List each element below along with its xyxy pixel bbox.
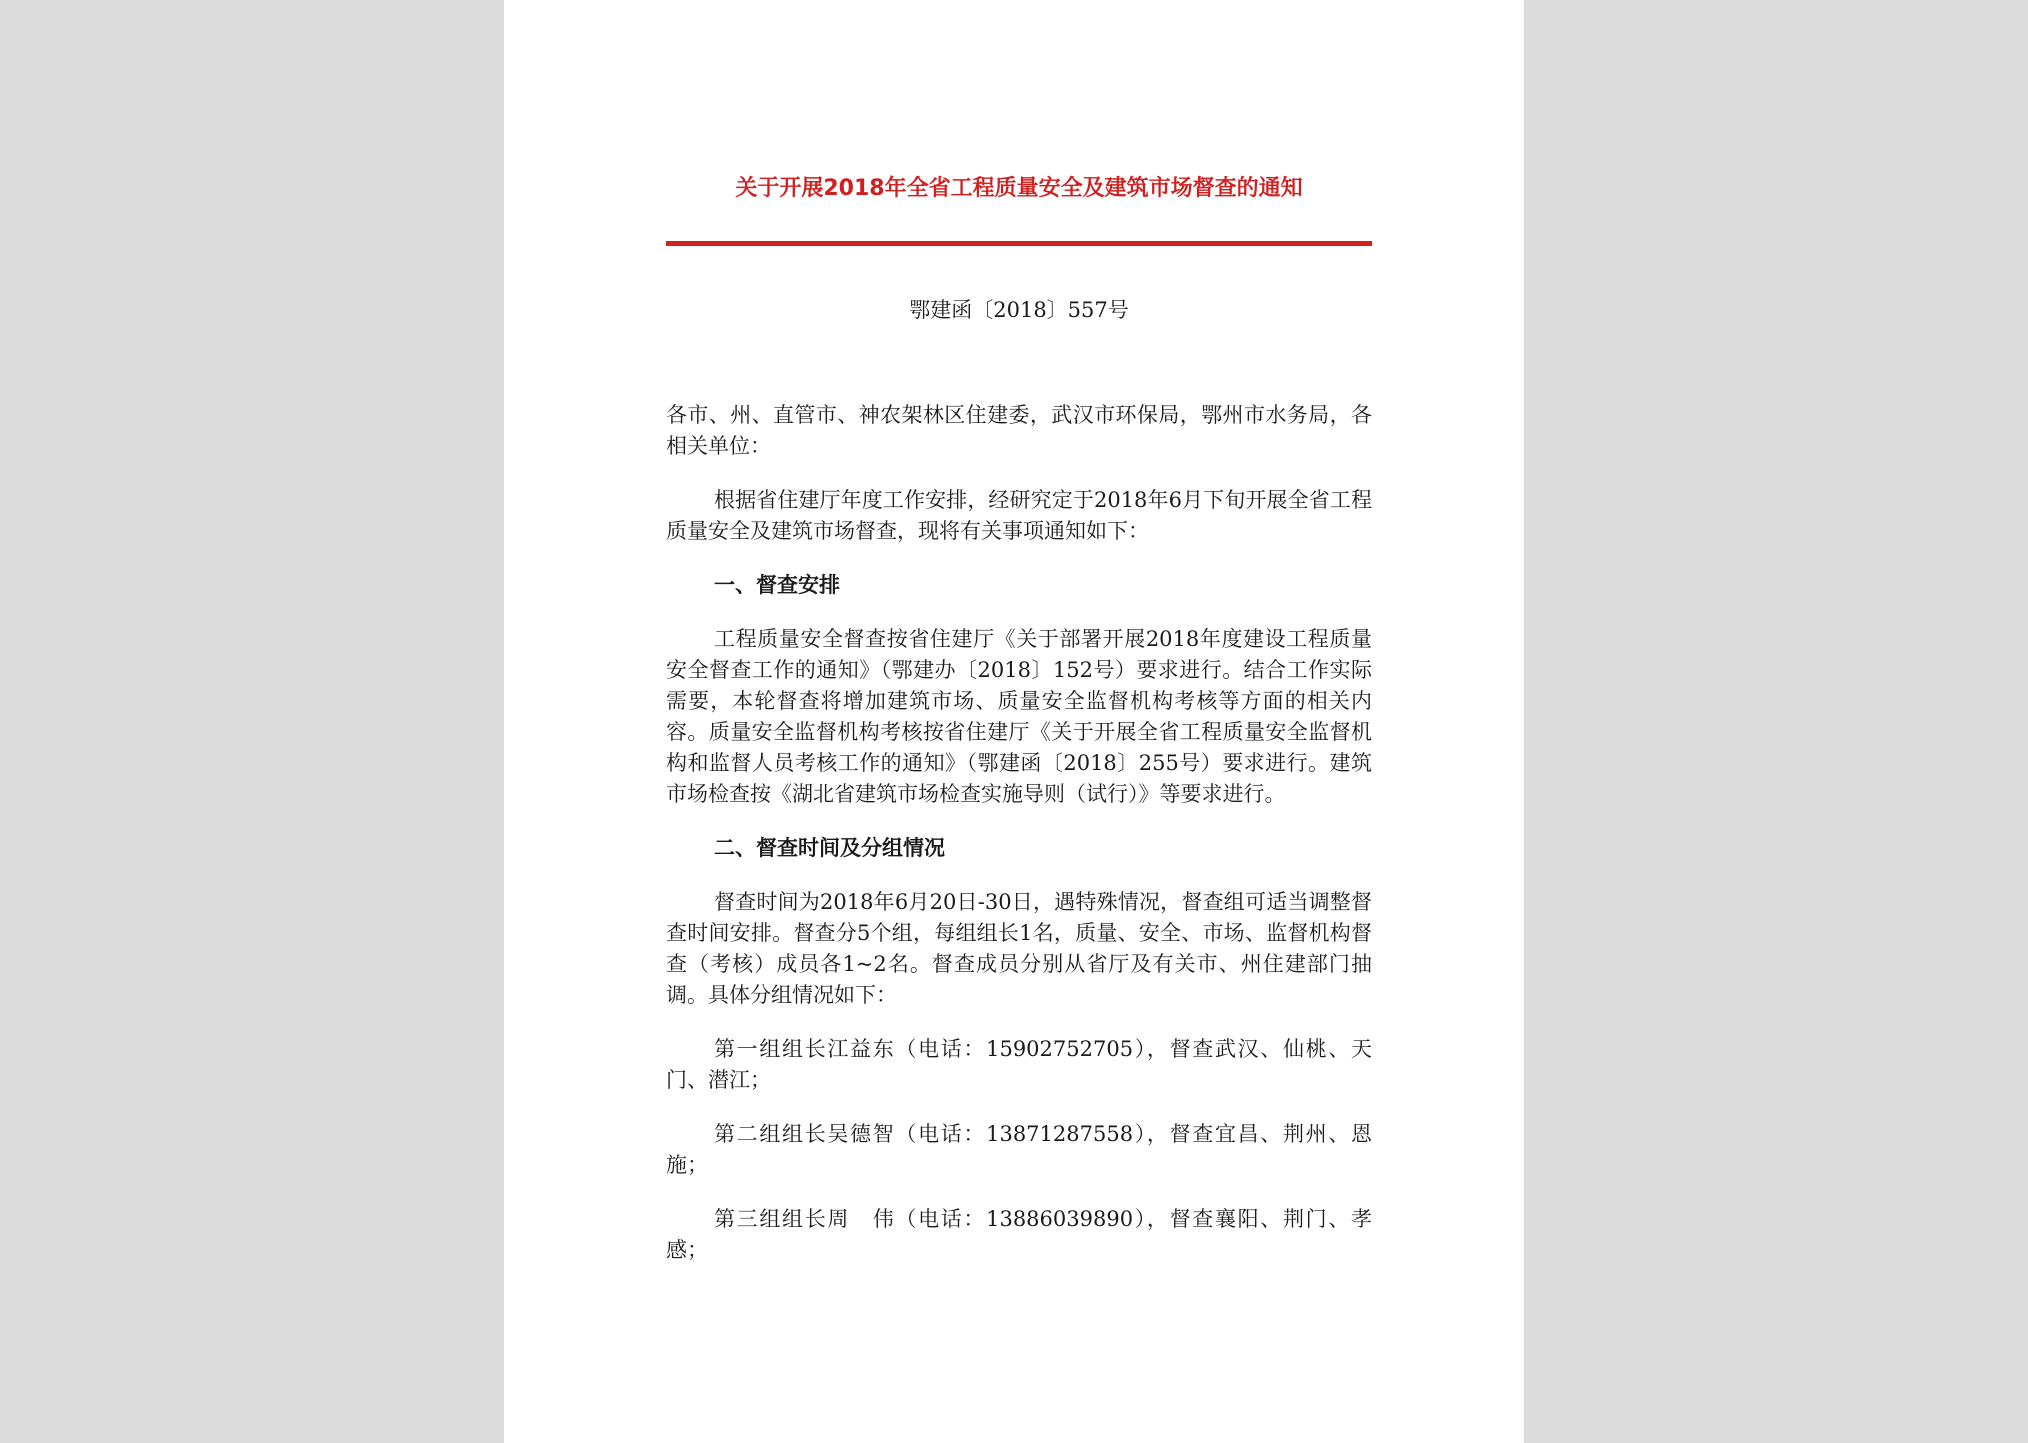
document-title: 关于开展2018年全省工程质量安全及建筑市场督查的通知	[735, 176, 1303, 201]
document-number: 鄂建函〔2018〕557号	[909, 298, 1129, 322]
document-page	[504, 0, 1524, 1443]
group-3-paragraph: 第三组组长周 伟（电话：13886039890），督查襄阳、荆门、孝感；	[666, 1207, 1372, 1262]
section-1-heading: 一、督查安排	[714, 573, 840, 597]
section-1-paragraph: 工程质量安全督查按省住建厅《关于部署开展2018年度建设工程质量安全督查工作的通知》（鄂建办〔2018〕152号）要求进行。结合工作实际需要，本轮督查将增加建筑市场、质量安全监督机构考核等方面的相关内容。质量安全监督机构考核按省住建厅《关于开展全省工程质量安全监督机构和监督人员考核工作的通知》（鄂建函〔2018〕255号）要求进行。建筑市场检查按《湖北省建筑市场检查实施导则（试行）》等要求进行。	[666, 627, 1372, 806]
section-2-heading: 二、督查时间及分组情况	[714, 836, 945, 860]
group-1-paragraph: 第一组组长江益东（电话：15902752705），督查武汉、仙桃、天门、潜江；	[666, 1037, 1372, 1092]
group-2-paragraph: 第二组组长吴德智（电话：13871287558），督查宜昌、荆州、恩施；	[666, 1122, 1372, 1177]
document-body	[666, 400, 1372, 1289]
section-2-paragraph: 督查时间为2018年6月20日-30日，遇特殊情况，督查组可适当调整督查时间安排。督查分5个组，每组组长1名，质量、安全、市场、监督机构督查（考核）成员各1~2名。督查成员分别从省厅及有关市、州住建部门抽调。具体分组情况如下：	[666, 890, 1372, 1007]
addressee-paragraph: 各市、州、直管市、神农架林区住建委，武汉市环保局，鄂州市水务局，各相关单位：	[666, 403, 1372, 458]
intro-paragraph: 根据省住建厅年度工作安排，经研究定于2018年6月下旬开展全省工程质量安全及建筑市场督查，现将有关事项通知如下：	[666, 488, 1372, 543]
red-header-rule	[666, 241, 1372, 246]
